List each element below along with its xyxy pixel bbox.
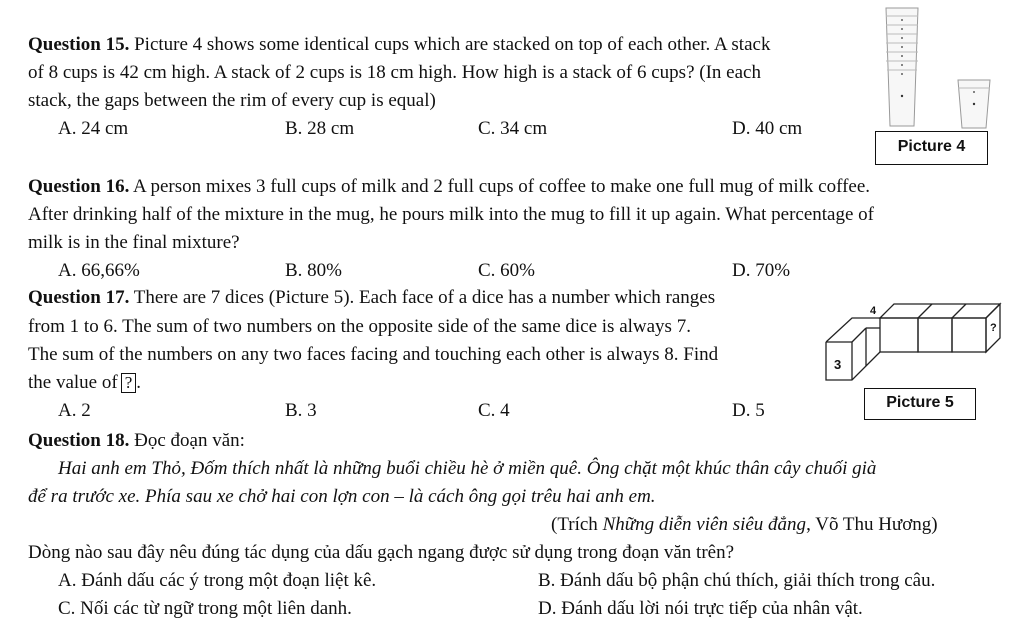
q18-option-b[interactable]: B. Đánh dấu bộ phận chú thích, giải thích trong câu. bbox=[538, 570, 936, 591]
q17-option-a[interactable]: A. 2 bbox=[58, 400, 91, 421]
q15-line-2: of 8 cups is 42 cm high. A stack of 2 cups is 18 cm high. How high is a stack of 6 cups? (In each bbox=[28, 62, 761, 83]
q18-option-d[interactable]: D. Đánh dấu lời nói trực tiếp của nhân vật. bbox=[538, 598, 863, 619]
q16-option-d[interactable]: D. 70% bbox=[732, 260, 791, 281]
q16-line-2: After drinking half of the mixture in the mug, he pours milk into the mug to fill it up again. What percentage of bbox=[28, 204, 875, 225]
picture-5-dice-illustration bbox=[812, 296, 1008, 386]
picture-5-caption: Picture 5 bbox=[864, 388, 976, 420]
q15-option-b[interactable]: B. 28 cm bbox=[285, 118, 355, 139]
q16-label: Question 16. bbox=[28, 176, 130, 197]
q15-label: Question 15. bbox=[28, 34, 130, 55]
q15-option-a[interactable]: A. 24 cm bbox=[58, 118, 129, 139]
q18-question: Dòng nào sau đây nêu đúng tác dụng của dấu gạch ngang được sử dụng trong đoạn văn trên? bbox=[28, 542, 735, 563]
q18-label: Question 18. bbox=[28, 430, 130, 451]
q17-line-4: the value of ? . bbox=[28, 372, 141, 393]
q16-option-a[interactable]: A. 66,66% bbox=[58, 260, 140, 281]
q17-line-2: from 1 to 6. The sum of two numbers on the opposite side of the same dice is always 7. bbox=[28, 316, 691, 337]
q15-option-d[interactable]: D. 40 cm bbox=[732, 118, 803, 139]
q15-option-c[interactable]: C. 34 cm bbox=[478, 118, 548, 139]
q16-option-c[interactable]: C. 60% bbox=[478, 260, 535, 281]
q18-option-a[interactable]: A. Đánh dấu các ý trong một đoạn liệt kê. bbox=[58, 570, 377, 591]
picture-4-cups-illustration bbox=[872, 4, 1002, 134]
dice-side-label: ? bbox=[990, 322, 997, 334]
q18-line-1: Question 18. Đọc đoạn văn: bbox=[28, 430, 245, 451]
q18-passage-line-1: Hai anh em Thỏ, Đốm thích nhất là những buổi chiều hè ở miền quê. Ông chặt một khúc thân cây chuối già bbox=[58, 458, 877, 479]
picture-4-caption: Picture 4 bbox=[875, 131, 988, 165]
q15-line-3: stack, the gaps between the rim of every cup is equal) bbox=[28, 90, 436, 111]
q16-line-3: milk is in the final mixture? bbox=[28, 232, 240, 253]
q18-source: (Trích Những diễn viên siêu đẳng, Võ Thu Hương) bbox=[551, 514, 938, 535]
dice-top-label: 4 bbox=[870, 305, 877, 317]
q17-label: Question 17. bbox=[28, 287, 130, 308]
q15-line-1: Question 15. Picture 4 shows some identical cups which are stacked on top of each other. A stack bbox=[28, 34, 771, 55]
q17-line-1: Question 17. There are 7 dices (Picture 5). Each face of a dice has a number which ranges bbox=[28, 287, 716, 308]
q17-option-b[interactable]: B. 3 bbox=[285, 400, 317, 421]
q18-passage-line-2: để ra trước xe. Phía sau xe chở hai con lợn con – là cách ông gọi trêu hai anh em. bbox=[28, 486, 656, 507]
unknown-value-box: ? bbox=[121, 373, 137, 393]
q18-option-c[interactable]: C. Nối các từ ngữ trong một liên danh. bbox=[58, 598, 352, 619]
q17-option-d[interactable]: D. 5 bbox=[732, 400, 765, 421]
dice-front-label: 3 bbox=[834, 357, 842, 372]
q16-line-1: Question 16. A person mixes 3 full cups of milk and 2 full cups of coffee to make one full mug of milk coffee. bbox=[28, 176, 871, 197]
q17-line-3: The sum of the numbers on any two faces facing and touching each other is always 8. Find bbox=[28, 344, 719, 365]
q16-option-b[interactable]: B. 80% bbox=[285, 260, 342, 281]
q17-option-c[interactable]: C. 4 bbox=[478, 400, 510, 421]
